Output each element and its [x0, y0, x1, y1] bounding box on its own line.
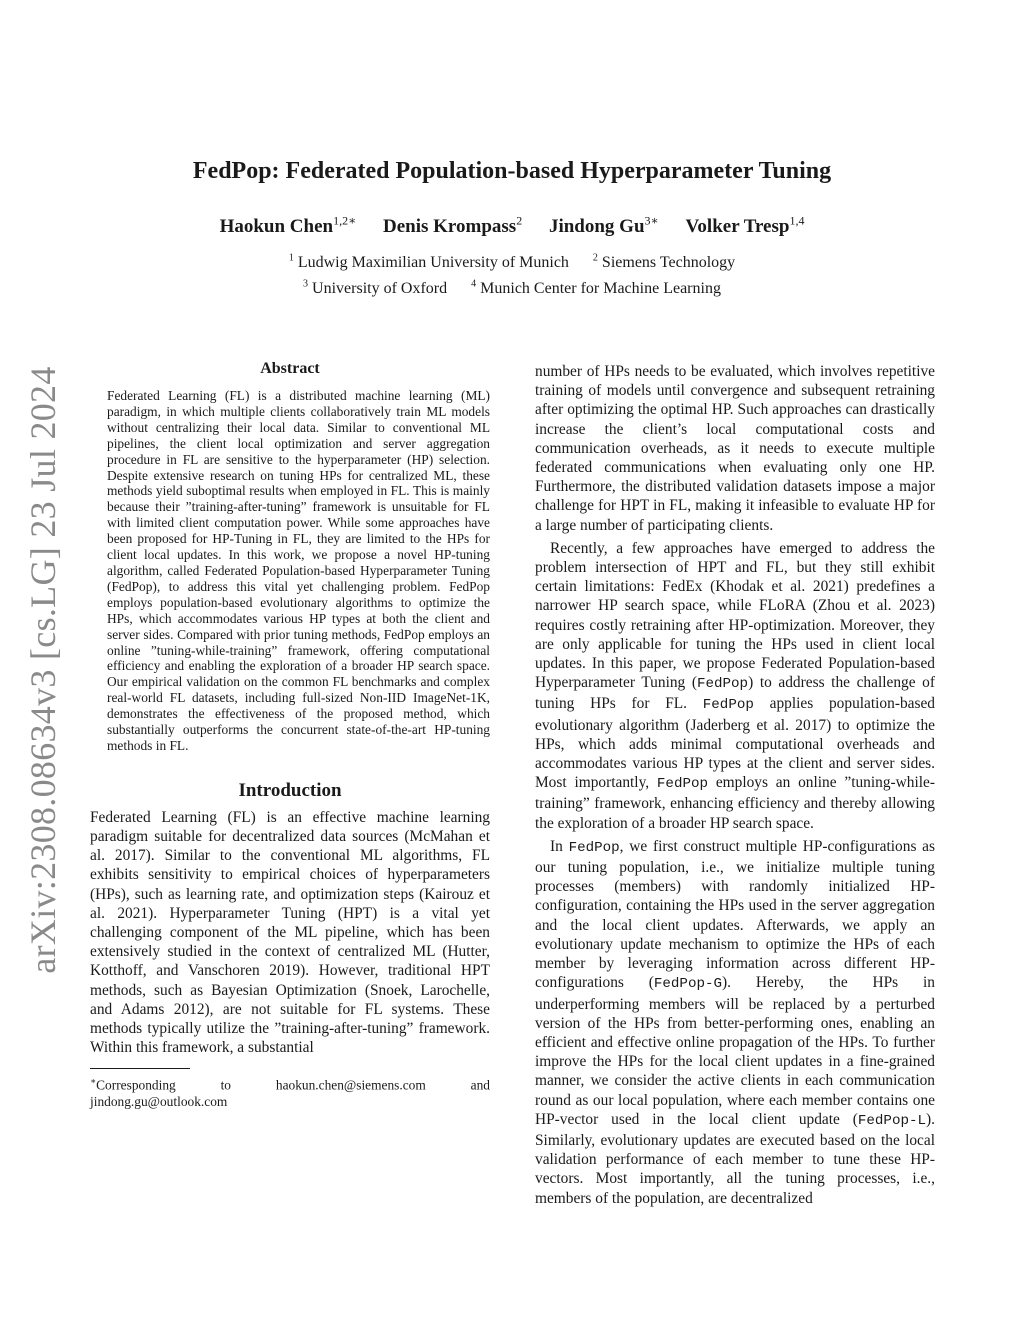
footnote-text: Corresponding to haokun.chen@siemens.com and jindong.gu@outlook.com: [90, 1077, 490, 1109]
affiliation-name: Munich Center for Machine Learning: [480, 279, 721, 297]
affiliation-name: Siemens Technology: [601, 254, 736, 272]
method-name: FedPop: [656, 776, 709, 793]
paragraph-text: employs an online ”tuning-while-training” framework, enhancing efficiency and thereby allowing the exploration of a broader HP search space.: [535, 774, 935, 832]
paragraph-text: ) to address the challenge of tuning HPs for FL.: [535, 674, 935, 713]
paragraph-text: Recently, a few approaches have emerged to address the problem intersection of HPT and FL, but they still exhibit certain limitations: FedEx (Khodak et al. 2021) predefines a narrower HP search space, while FLoRA (Zhou et al. 2023) requires costly retraining after HP-optimization. Moreover, they are only applicable for tuning the HPs used in client local updates. In this paper, we propose Federated Population-based Hyperparameter Tuning (: [535, 539, 935, 692]
abstract-text: Federated Learning (FL) is a distributed machine learning (ML) paradigm, in which multiple clients collaboratively train ML models without centralizing their local data. Similar to conventional ML pipelines, the client local optimization and server aggregation procedure in FL are sensitive to the hyperparameter (HP) selection. Despite extensive research on tuning HPs for centralized ML, these methods yield suboptimal results when employed in FL. This is mainly because their ”training-after-tuning” framework is unsuitable for FL with limited client computation power. While some approaches have been proposed for HP-Tuning in FL, they are limited to the HPs for client local updates. In this work, we propose a novel HP-tuning algorithm, called Federated Population-based Hyperparameter Tuning (FedPop), to address this vital yet challenging problem. FedPop employs population-based evolutionary algorithms to optimize the HPs, which accommodates various HP types at both the client and server sides. Compared with prior tuning methods, FedPop employs an online ”tuning-while-training” framework, offering computational efficiency and enabling the exploration of a broader HP search space. Our empirical validation on the common FL benchmarks and complex real-world FL datasets, including full-sized Non-IID ImageNet-1K, demonstrates the effectiveness of the proposed method, which substantially outperforms the concurrent state-of-the-art HP-tuning methods in FL.: [107, 388, 490, 753]
affiliations: [0, 248, 1024, 299]
author-list: [0, 214, 1024, 238]
method-name: FedPop: [696, 676, 749, 693]
method-name: FedPop: [702, 697, 754, 714]
affiliation: [289, 254, 569, 271]
affiliation-line: [0, 273, 1024, 298]
body-paragraph: number of HPs needs to be evaluated, which involves repetitive training of models until convergence and subsequent retraining after optimizing the optimal HP. Such approaches can drastically increase the client’s local computational costs and communication overheads, as it needs to execute multiple federated communications when evaluating only one HP. Furthermore, the distributed validation datasets impose a major challenge for HPT in FL, making it infeasible to evaluate HP for a large number of participating clients.: [535, 363, 935, 534]
arxiv-identifier: arXiv:2308.08634v3 [cs.LG] 23 Jul 2024: [23, 366, 63, 974]
body-paragraph: [535, 837, 935, 1208]
body-paragraph: [535, 539, 935, 833]
footnote: [90, 1073, 490, 1109]
method-name: FedPop: [568, 839, 620, 856]
paper-title: FedPop: Federated Population-based Hyperparameter Tuning: [192, 158, 832, 184]
author-affiliation-mark: 2: [516, 214, 523, 228]
abstract-heading: Abstract: [260, 360, 320, 377]
affiliation-name: Ludwig Maximilian University of Munich: [297, 254, 569, 272]
author-name: Jindong Gu: [548, 216, 645, 238]
author-affiliation-mark: 3∗: [644, 214, 659, 228]
author: [383, 216, 522, 237]
author: [220, 216, 357, 237]
footnote-divider: [90, 1068, 190, 1069]
author-name: Volker Tresp: [685, 216, 790, 238]
paragraph-text: ). Hereby, the HPs in underperforming members will be replaced by a perturbed version of the HPs from better-performing ones, enabling an efficient and effective online propagation of the HPs. To further improve the HPs for the local client updates in a fine-grained manner, we consider the active clients in each communication round as our local population, where each member contains one HP-vector used in the local client update (: [535, 974, 935, 1128]
author: [685, 216, 804, 237]
author-name: Denis Krompass: [383, 216, 517, 238]
paragraph-text: , we first construct multiple HP-configurations as our tuning population, i.e., we initialize multiple tuning processes (members) with randomly initialized HP-configuration, containing the HPs used in the server aggregation and the local client updates. Afterwards, we apply an evolutionary update mechanism to optimize the HPs of each member by leveraging information across different HP-configurations (: [535, 837, 936, 992]
author-affiliation-mark: 1,2∗: [333, 214, 357, 228]
affiliation: [471, 280, 721, 297]
affiliation-line: [0, 248, 1024, 273]
affiliation-number: 2: [592, 253, 598, 264]
affiliation-name: University of Oxford: [312, 279, 448, 297]
author-affiliation-mark: 1,4: [789, 214, 805, 228]
left-column: [90, 360, 490, 1110]
footnote-mark: ∗: [90, 1076, 97, 1087]
introduction-paragraph: Federated Learning (FL) is an effective machine learning paradigm suitable for decentralized data sources (McMahan et al. 2017). Similar to the conventional ML algorithms, FL exhibits sensitivity to empirical choices of hyperparameters (HPs), such as learning rate, and optimization steps (Kairouz et al. 2021). Hyperparameter Tuning (HPT) is a vital yet challenging component of the ML pipeline, which has been extensively studied in the context of centralized ML (Hutter, Kotthoff, and Vanschoren 2019). However, traditional HPT methods, such as Bayesian Optimization (Snoek, Larochelle, and Adams 2012), are not suitable for FL systems. These methods typically utilize the ”training-after-tuning” framework. Within this framework, a substantial: [90, 808, 490, 1057]
affiliation: [303, 280, 447, 297]
affiliation-number: 3: [303, 278, 309, 290]
paragraph-text: ). Similarly, evolutionary updates are executed based on the local validation performance of each member to tune these HP-vectors. Most importantly, all the tuning processes, i.e., members of the population, are decentralized: [535, 1110, 935, 1207]
method-name: FedPop-G: [653, 976, 723, 993]
paragraph-text: In: [550, 837, 569, 855]
affiliation: [593, 254, 735, 271]
author: [549, 216, 659, 237]
paragraph-text: applies population-based evolutionary algorithm (Jaderberg et al. 2017) to optimize the HPs, which adds minimal computational overheads and accommodates various HP types at the client and server sides. Most importantly,: [535, 695, 935, 792]
right-column: [535, 362, 935, 1212]
affiliation-number: 1: [288, 253, 294, 264]
introduction-heading: Introduction: [238, 779, 342, 801]
author-name: Haokun Chen: [219, 216, 334, 238]
method-name: FedPop-L: [857, 1112, 927, 1129]
affiliation-number: 4: [471, 278, 477, 290]
